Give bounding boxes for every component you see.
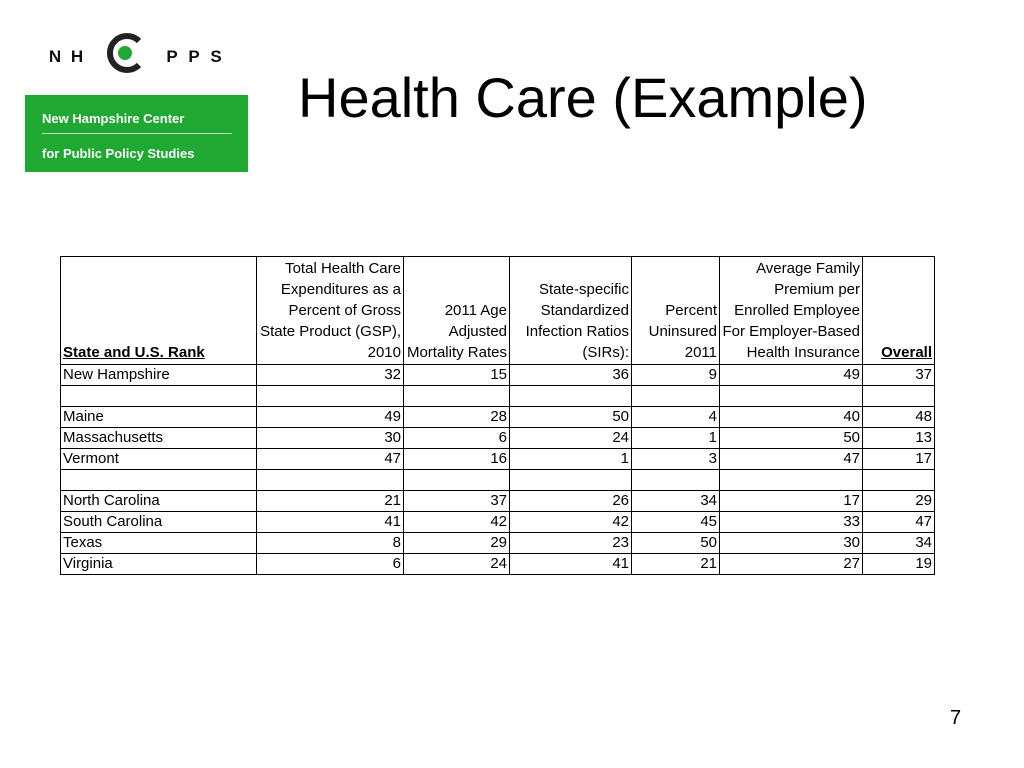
- header-infection-ratios: State-specific Standardized Infection Ratios (SIRs):: [510, 257, 632, 365]
- rank-cell: 30: [257, 428, 404, 449]
- rank-cell: 50: [720, 428, 863, 449]
- rank-cell: 37: [404, 491, 510, 512]
- rank-cell: 49: [720, 365, 863, 386]
- rank-cell: [720, 470, 863, 491]
- rank-cell: 13: [863, 428, 935, 449]
- table-header-row: [61, 257, 935, 365]
- rank-cell: 49: [257, 407, 404, 428]
- state-name-cell: Virginia: [61, 554, 257, 575]
- logo-ring-icon: [103, 31, 147, 75]
- rank-cell: 41: [257, 512, 404, 533]
- table-row: [61, 512, 935, 533]
- table-row: [61, 407, 935, 428]
- header-family-premium: Average Family Premium per Enrolled Employee For Employer-Based Health Insurance: [720, 257, 863, 365]
- page-number: 7: [950, 707, 962, 729]
- rank-cell: 42: [404, 512, 510, 533]
- rank-cell: 17: [863, 449, 935, 470]
- rank-cell: 29: [863, 491, 935, 512]
- rank-cell: 34: [863, 533, 935, 554]
- rank-cell: [404, 470, 510, 491]
- rank-cell: 47: [863, 512, 935, 533]
- rank-cell: 40: [720, 407, 863, 428]
- logo-letters-left: N H: [48, 47, 84, 66]
- logo-top-band: [25, 17, 248, 95]
- rank-cell: 6: [257, 554, 404, 575]
- rank-cell: 45: [632, 512, 720, 533]
- rank-cell: [257, 470, 404, 491]
- table-spacer-row: [61, 386, 935, 407]
- rank-cell: 21: [257, 491, 404, 512]
- rank-cell: 16: [404, 449, 510, 470]
- rank-cell: 42: [510, 512, 632, 533]
- rank-cell: [863, 470, 935, 491]
- rank-cell: 21: [632, 554, 720, 575]
- rank-cell: [863, 386, 935, 407]
- logo-green-band: [25, 95, 248, 172]
- rank-cell: 24: [404, 554, 510, 575]
- header-mortality: 2011 Age Adjusted Mortality Rates: [404, 257, 510, 365]
- rank-cell: 8: [257, 533, 404, 554]
- rank-cell: [720, 386, 863, 407]
- table-row: [61, 533, 935, 554]
- rank-cell: 24: [510, 428, 632, 449]
- rank-cell: 47: [257, 449, 404, 470]
- table-row: [61, 449, 935, 470]
- rank-cell: 32: [257, 365, 404, 386]
- rank-cell: [510, 386, 632, 407]
- rank-cell: 1: [632, 428, 720, 449]
- state-name-cell: [61, 386, 257, 407]
- rank-cell: 47: [720, 449, 863, 470]
- rank-cell: [257, 386, 404, 407]
- rank-cell: 3: [632, 449, 720, 470]
- state-name-cell: Massachusetts: [61, 428, 257, 449]
- header-expenditures: Total Health Care Expenditures as a Percent of Gross State Product (GSP), 2010: [257, 257, 404, 365]
- rank-cell: 30: [720, 533, 863, 554]
- logo-letters-right: P P S: [166, 47, 222, 66]
- rank-cell: 26: [510, 491, 632, 512]
- rank-cell: [510, 470, 632, 491]
- rank-cell: 19: [863, 554, 935, 575]
- nhcpps-logo: [25, 17, 248, 172]
- state-name-cell: Vermont: [61, 449, 257, 470]
- rank-cell: 28: [404, 407, 510, 428]
- rank-cell: 50: [632, 533, 720, 554]
- rank-cell: 9: [632, 365, 720, 386]
- rank-cell: 1: [510, 449, 632, 470]
- logo-line-2: for Public Policy Studies: [42, 146, 195, 161]
- state-name-cell: [61, 470, 257, 491]
- table-row: [61, 554, 935, 575]
- rank-cell: [632, 386, 720, 407]
- table-row: [61, 491, 935, 512]
- rank-cell: 15: [404, 365, 510, 386]
- rank-cell: 41: [510, 554, 632, 575]
- rank-cell: [404, 386, 510, 407]
- state-name-cell: North Carolina: [61, 491, 257, 512]
- rank-cell: 37: [863, 365, 935, 386]
- rank-cell: 34: [632, 491, 720, 512]
- rank-cell: 6: [404, 428, 510, 449]
- header-uninsured: Percent Uninsured 2011: [632, 257, 720, 365]
- rank-cell: 36: [510, 365, 632, 386]
- table-row: [61, 365, 935, 386]
- header-state-rank: State and U.S. Rank: [61, 257, 257, 365]
- rank-cell: 33: [720, 512, 863, 533]
- rank-cell: 23: [510, 533, 632, 554]
- rank-cell: 48: [863, 407, 935, 428]
- rank-cell: 17: [720, 491, 863, 512]
- logo-line-1: New Hampshire Center: [42, 111, 185, 126]
- health-care-table: [60, 256, 935, 575]
- table-spacer-row: [61, 470, 935, 491]
- slide-title: Health Care (Example): [298, 66, 868, 129]
- logo-divider: [42, 133, 232, 134]
- state-name-cell: Maine: [61, 407, 257, 428]
- state-name-cell: Texas: [61, 533, 257, 554]
- table-row: [61, 428, 935, 449]
- rank-cell: 29: [404, 533, 510, 554]
- state-name-cell: South Carolina: [61, 512, 257, 533]
- header-overall: Overall: [863, 257, 935, 365]
- rank-cell: [632, 470, 720, 491]
- rank-cell: 50: [510, 407, 632, 428]
- rank-cell: 27: [720, 554, 863, 575]
- state-name-cell: New Hampshire: [61, 365, 257, 386]
- rank-cell: 4: [632, 407, 720, 428]
